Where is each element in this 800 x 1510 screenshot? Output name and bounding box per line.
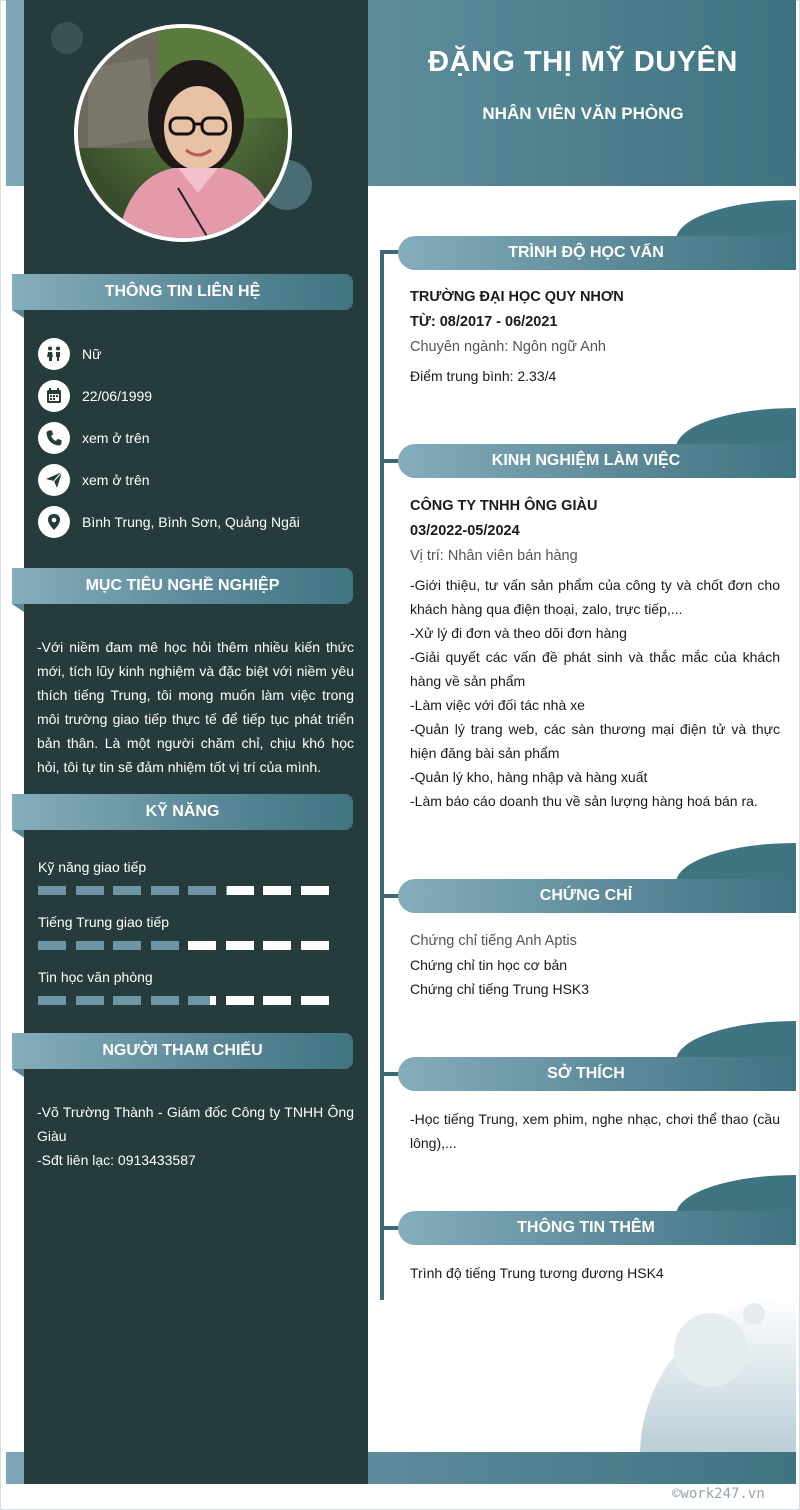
skill-segment <box>263 886 291 895</box>
skill-segment <box>113 941 141 950</box>
skill-bar-chinese <box>38 941 328 950</box>
skill-segment <box>301 996 329 1005</box>
hobbies-text <box>410 1107 780 1155</box>
timeline-tick <box>380 1072 400 1076</box>
decor-circle-top-left <box>51 22 83 54</box>
timeline-tick <box>380 1226 400 1230</box>
reference-line: -Võ Trường Thành - Giám đốc Công ty TNHH Ông Giàu <box>37 1104 354 1144</box>
skill-name-chinese: Tiếng Trung giao tiếp <box>38 914 170 930</box>
skill-segment <box>113 996 141 1005</box>
contact-phone: xem ở trên <box>82 430 150 446</box>
contact-section-title: THÔNG TIN LIÊN HỆ <box>12 274 353 310</box>
additional-banner <box>398 1211 796 1245</box>
skill-segment <box>226 996 254 1005</box>
references-list <box>37 1100 354 1172</box>
references-section-title: NGƯỜI THAM CHIẾU <box>12 1033 353 1069</box>
duty-item: -Xử lý đi đơn và theo dõi đơn hàng <box>410 625 627 641</box>
watermark: ©work247.vn <box>672 1486 765 1502</box>
skill-segment-fill <box>76 941 104 950</box>
skill-segment-fill <box>38 941 66 950</box>
profile-photo <box>78 28 288 238</box>
skill-segment <box>38 941 66 950</box>
education-major: Chuyên ngành: Ngôn ngữ Anh <box>410 339 606 355</box>
objective-text: -Với niềm đam mê học hỏi thêm nhiều kiến thức mới, tích lũy kinh nghiệm và đặc biệt với niềm yêu thích tiếng Trung, tôi mong muốn làm việc trong môi trường giao tiếp thực tế để tiếp tục phát triển bản thân. Là một người chăm chỉ, chịu khó học hỏi, tôi tự tin sẽ đảm nhiệm tốt vị trí của mình. <box>37 639 354 775</box>
skill-segment-fill <box>188 886 216 895</box>
education-school: TRƯỜNG ĐẠI HỌC QUY NHƠN <box>410 289 624 305</box>
contact-item-phone <box>38 422 150 454</box>
skill-segment <box>76 886 104 895</box>
header-area <box>368 0 796 186</box>
duty-item: -Quản lý trang web, các sàn thương mại điện tử và thực hiện đăng bài sản phẩm <box>410 721 780 761</box>
additional-text: Trình độ tiếng Trung tương đương HSK4 <box>410 1265 664 1281</box>
skill-segment <box>113 886 141 895</box>
timeline-tick <box>380 894 400 898</box>
certificates-banner <box>398 879 796 913</box>
skill-bar-office <box>38 996 328 1005</box>
hobbies-line: -Học tiếng Trung, xem phim, nghe nhạc, chơi thể thao (cầu lông),... <box>410 1111 780 1151</box>
skill-segment <box>38 886 66 895</box>
skills-section-title: KỸ NĂNG <box>12 794 353 830</box>
skill-segment <box>76 941 104 950</box>
contact-address: Bình Trung, Bình Sơn, Quảng Ngãi <box>82 514 300 530</box>
skill-segment-fill <box>76 996 104 1005</box>
skill-segment <box>151 996 179 1005</box>
contact-item-email <box>38 464 150 496</box>
duty-item: -Quản lý kho, hàng nhập và hàng xuất <box>410 769 648 785</box>
contact-email: xem ở trên <box>82 472 150 488</box>
skill-segment-fill <box>151 996 179 1005</box>
certificate-item: Chứng chỉ tiếng Anh Aptis <box>410 933 577 949</box>
phone-icon <box>38 422 70 454</box>
skill-segment-fill <box>113 996 141 1005</box>
skill-segment-fill <box>188 996 210 1005</box>
skill-segment-fill <box>113 886 141 895</box>
job-title: NHÂN VIÊN VĂN PHÒNG <box>482 104 684 123</box>
skill-segment <box>151 886 179 895</box>
profile-photo-portrait-icon <box>78 28 288 238</box>
education-banner <box>398 236 796 270</box>
send-icon <box>38 464 70 496</box>
additional-section-title: THÔNG TIN THÊM <box>517 1219 655 1236</box>
contact-item-birthday <box>38 380 152 412</box>
experience-section-title: KINH NGHIỆM LÀM VIỆC <box>491 452 681 469</box>
timeline-line <box>380 254 384 1300</box>
reference-line: -Sđt liên lạc: 0913433587 <box>37 1152 196 1168</box>
hobbies-section-title: SỞ THÍCH <box>547 1065 625 1082</box>
experience-duties <box>410 573 780 813</box>
experience-company: CÔNG TY TNHH ÔNG GIÀU <box>410 498 598 514</box>
duty-item: -Giới thiệu, tư vấn sản phẩm của công ty và chốt đơn cho khách hàng qua điện thoại, zalo, trực tiếp,... <box>410 577 780 617</box>
skill-segment <box>188 886 216 895</box>
decor-circle-large <box>674 1313 748 1387</box>
contact-item-address <box>38 506 300 538</box>
duty-item: -Làm báo cáo doanh thu về sản lượng hàng hoá bán ra. <box>410 793 758 809</box>
skill-segment <box>38 996 66 1005</box>
calendar-icon <box>38 380 70 412</box>
skill-segment-fill <box>151 941 179 950</box>
skill-segment <box>263 996 291 1005</box>
skill-segment <box>188 996 216 1005</box>
skill-segment <box>301 941 329 950</box>
objective-section-title: MỤC TIÊU NGHỀ NGHIỆP <box>12 568 353 604</box>
certificate-item: Chứng chỉ tin học cơ bản <box>410 957 568 973</box>
contact-birthday: 22/06/1999 <box>82 388 153 404</box>
skill-name-communication: Kỹ năng giao tiếp <box>38 859 147 875</box>
skill-name-office: Tin học văn phòng <box>38 969 153 985</box>
skill-segment <box>151 941 179 950</box>
skill-segment <box>76 996 104 1005</box>
certificates-section-title: CHỨNG CHỈ <box>539 887 633 904</box>
decor-circle-small <box>743 1303 765 1325</box>
hobbies-banner <box>398 1057 796 1091</box>
skill-segment-fill <box>113 941 141 950</box>
education-section-title: TRÌNH ĐỘ HỌC VẤN <box>508 244 664 261</box>
duty-item: -Giải quyết các vấn đề phát sinh và thắc mắc của khách hàng về sản phẩm <box>410 649 780 689</box>
location-pin-icon <box>38 506 70 538</box>
experience-position: Vị trí: Nhân viên bán hàng <box>410 548 578 564</box>
education-period: TỪ: 08/2017 - 06/2021 <box>410 314 558 330</box>
skill-segment <box>226 886 254 895</box>
skill-segment-fill <box>226 886 227 895</box>
skill-segment-fill <box>151 886 179 895</box>
certificate-item: Chứng chỉ tiếng Trung HSK3 <box>410 981 590 997</box>
contact-item-gender <box>38 338 101 370</box>
skill-segment-fill <box>38 996 66 1005</box>
skill-bar-communication <box>38 886 328 895</box>
skill-segment-fill <box>38 886 66 895</box>
skill-segment <box>263 941 291 950</box>
candidate-name: ĐẶNG THỊ MỸ DUYÊN <box>428 46 738 78</box>
skill-segment-fill <box>76 886 104 895</box>
experience-banner <box>398 444 796 478</box>
timeline-tick <box>380 459 400 463</box>
gender-icon <box>38 338 70 370</box>
experience-period: 03/2022-05/2024 <box>410 523 520 539</box>
education-gpa: Điểm trung bình: 2.33/4 <box>410 368 557 384</box>
duty-item: -Làm việc với đối tác nhà xe <box>410 697 585 713</box>
skill-segment <box>226 941 254 950</box>
contact-gender: Nữ <box>82 346 102 362</box>
skill-segment <box>301 886 329 895</box>
timeline-tick <box>380 250 400 254</box>
skill-segment <box>188 941 216 950</box>
